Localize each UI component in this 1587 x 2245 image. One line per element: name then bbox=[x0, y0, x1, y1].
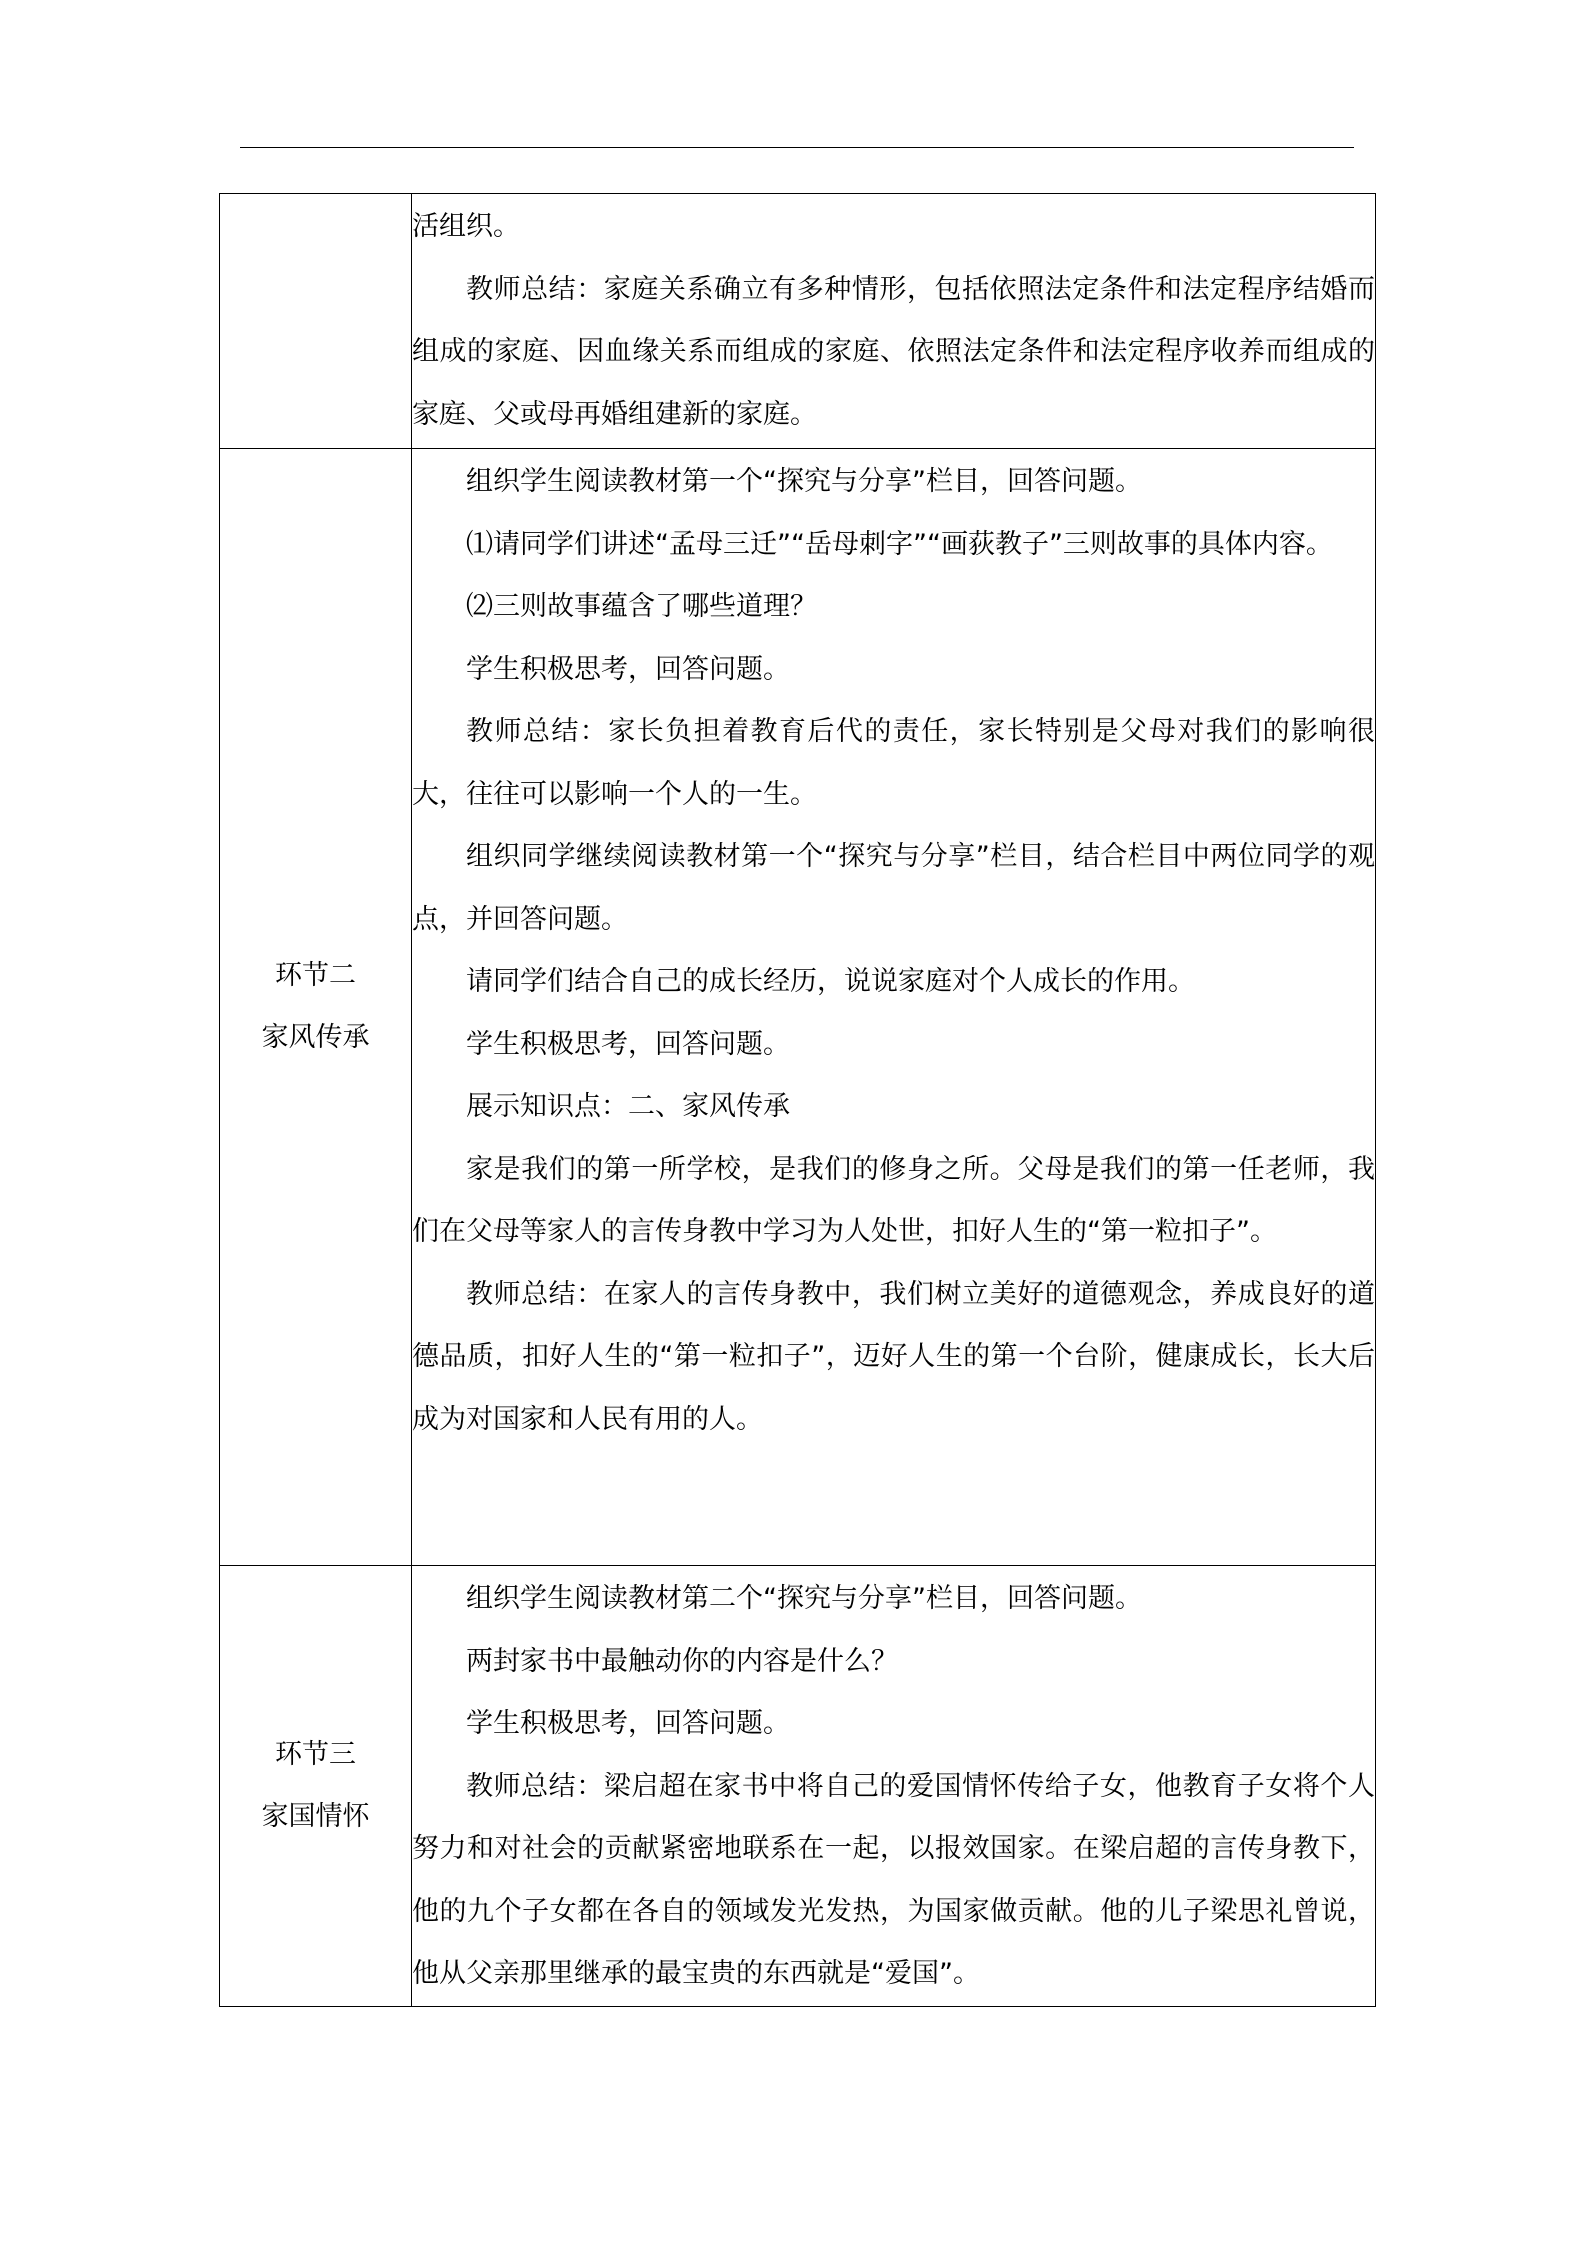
content-cell bbox=[412, 1566, 1376, 2007]
paragraph: 请同学们结合自己的成长经历，说说家庭对个人成长的作用。 bbox=[466, 966, 1195, 997]
table-row bbox=[220, 449, 1376, 1566]
stage-cell bbox=[220, 449, 412, 1566]
content-cell bbox=[412, 449, 1376, 1566]
stage-number: 环节二 bbox=[275, 960, 356, 991]
paragraph: 教师总结：家长负担着教育后代的责任，家长特别是父母对我们的影响很大，往往可以影响一个人的一生。 bbox=[412, 716, 1375, 810]
stage-cell bbox=[220, 194, 412, 449]
stage-cell bbox=[220, 1566, 412, 2007]
paragraph: 展示知识点：二、家风传承 bbox=[466, 1091, 790, 1122]
paragraph: 教师总结：家庭关系确立有多种情形，包括依照法定条件和法定程序结婚而组成的家庭、因血缘关系而组成的家庭、依照法定条件和法定程序收养而组成的家庭、父或母再婚组建新的家庭。 bbox=[412, 273, 1375, 430]
paragraph: 教师总结：在家人的言传身教中，我们树立美好的道德观念，养成良好的道德品质，扣好人生的“第一粒扣子”，迈好人生的第一个台阶，健康成长，长大后成为对国家和人民有用的人。 bbox=[412, 1278, 1375, 1435]
lesson-plan-table bbox=[219, 193, 1376, 2007]
paragraph: 家是我们的第一所学校，是我们的修身之所。父母是我们的第一任老师，我们在父母等家人的言传身教中学习为人处世，扣好人生的“第一粒扣子”。 bbox=[412, 1153, 1375, 1247]
paragraph: ⑵三则故事蕴含了哪些道理？ bbox=[466, 591, 817, 622]
paragraph: 组织学生阅读教材第二个“探究与分享”栏目，回答问题。 bbox=[466, 1583, 1142, 1614]
header-rule bbox=[240, 147, 1354, 148]
stage-number: 环节三 bbox=[275, 1738, 356, 1770]
paragraph: 学生积极思考，回答问题。 bbox=[466, 1708, 790, 1739]
paragraph: 组织同学继续阅读教材第一个“探究与分享”栏目，结合栏目中两位同学的观点，并回答问题。 bbox=[412, 841, 1375, 935]
paragraph: 学生积极思考，回答问题。 bbox=[466, 653, 790, 685]
paragraph: 组织学生阅读教材第一个“探究与分享”栏目，回答问题。 bbox=[466, 466, 1142, 497]
paragraph: 教师总结：梁启超在家书中将自己的爱国情怀传给子女，他教育子女将个人努力和对社会的贡献紧密地联系在一起，以报效国家。在梁启超的言传身教下，他的九个子女都在各自的领域发光发热，为国家做贡献。他的儿子梁思礼曾说，他从父亲那里继承的最宝贵的东西就是“爱国”。 bbox=[412, 1770, 1375, 1989]
content-cell bbox=[412, 194, 1376, 449]
table-row bbox=[220, 194, 1376, 449]
table-row bbox=[220, 1566, 1376, 2007]
paragraph: 两封家书中最触动你的内容是什么？ bbox=[466, 1645, 898, 1677]
paragraph: ⑴请同学们讲述“孟母三迁”“岳母刺字”“画荻教子”三则故事的具体内容。 bbox=[466, 528, 1333, 560]
paragraph: 活组织。 bbox=[412, 211, 520, 242]
paragraph: 学生积极思考，回答问题。 bbox=[466, 1028, 790, 1060]
stage-title: 家风传承 bbox=[261, 1022, 370, 1053]
stage-title: 家国情怀 bbox=[261, 1800, 370, 1832]
